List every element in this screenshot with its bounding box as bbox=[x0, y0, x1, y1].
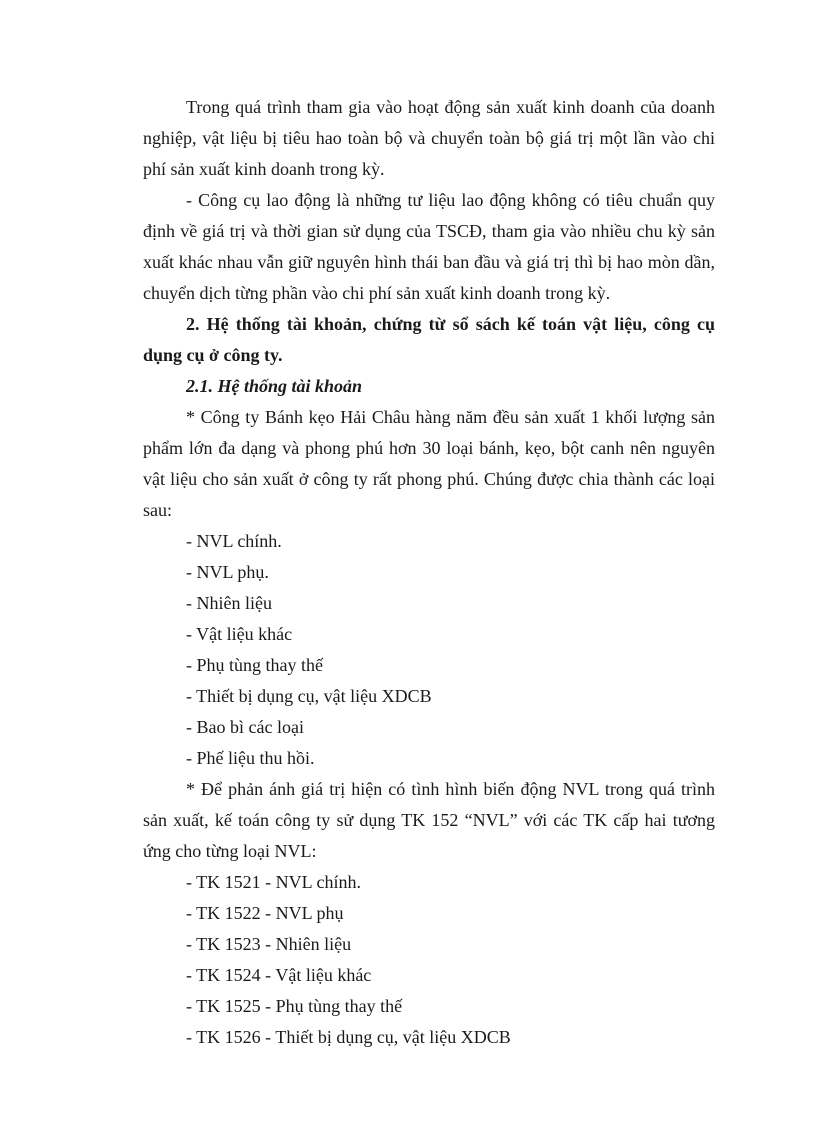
list-item: - TK 1523 - Nhiên liệu bbox=[186, 934, 352, 954]
section-heading: 2. Hệ thống tài khoản, chứng từ sổ sách kế toán vật liệu, công cụ dụng cụ ở công ty. bbox=[143, 314, 715, 365]
paragraph-tools-definition: - Công cụ lao động là những tư liệu lao động không có tiêu chuẩn quy định về giá trị và thời gian sử dụng của TSCĐ, tham gia vào nhiều chu kỳ sản xuất khác nhau vẫn giữ nguyên hình thái ban đầu và giá trị thì bị hao mòn dần, chuyển dịch từng phần vào chi phí sản xuất kinh doanh trong kỳ. bbox=[143, 190, 715, 303]
material-types-list bbox=[143, 526, 715, 774]
subsection-heading: 2.1. Hệ thống tài khoản bbox=[186, 376, 363, 396]
paragraph-company-materials: * Công ty Bánh kẹo Hải Châu hàng năm đều sản xuất 1 khối lượng sản phẩm lớn đa dạng và phong phú hơn 30 loại bánh, kẹo, bột canh nên nguyên vật liệu cho sản xuất ở công ty rất phong phú. Chúng được chia thành các loại sau: bbox=[143, 407, 715, 520]
list-item: - Phế liệu thu hồi. bbox=[186, 748, 315, 768]
paragraph-account-usage: * Để phản ánh giá trị hiện có tình hình biến động NVL trong quá trình sản xuất, kế toán công ty sử dụng TK 152 “NVL” với các TK cấp hai tương ứng cho từng loại NVL: bbox=[143, 779, 715, 861]
list-item: - NVL chính. bbox=[186, 531, 282, 551]
list-item: - Thiết bị dụng cụ, vật liệu XDCB bbox=[186, 686, 432, 706]
list-item: - Nhiên liệu bbox=[186, 593, 272, 613]
list-item: - Bao bì các loại bbox=[186, 717, 304, 737]
paragraph-material-consumption: Trong quá trình tham gia vào hoạt động sản xuất kinh doanh của doanh nghiệp, vật liệu bị tiêu hao toàn bộ và chuyển toàn bộ giá trị một lần vào chi phí sản xuất kinh doanh trong kỳ. bbox=[143, 97, 715, 179]
list-item: - TK 1521 - NVL chính. bbox=[186, 872, 361, 892]
list-item: - TK 1522 - NVL phụ bbox=[186, 903, 344, 923]
list-item: - TK 1525 - Phụ tùng thay thế bbox=[186, 996, 403, 1016]
list-item: - TK 1526 - Thiết bị dụng cụ, vật liệu XDCB bbox=[186, 1027, 511, 1047]
list-item: - Vật liệu khác bbox=[186, 624, 293, 644]
page-content bbox=[143, 92, 715, 1053]
list-item: - NVL phụ. bbox=[186, 562, 269, 582]
list-item: - TK 1524 - Vật liệu khác bbox=[186, 965, 372, 985]
list-item: - Phụ tùng thay thế bbox=[186, 655, 323, 675]
accounts-list bbox=[143, 867, 715, 1053]
